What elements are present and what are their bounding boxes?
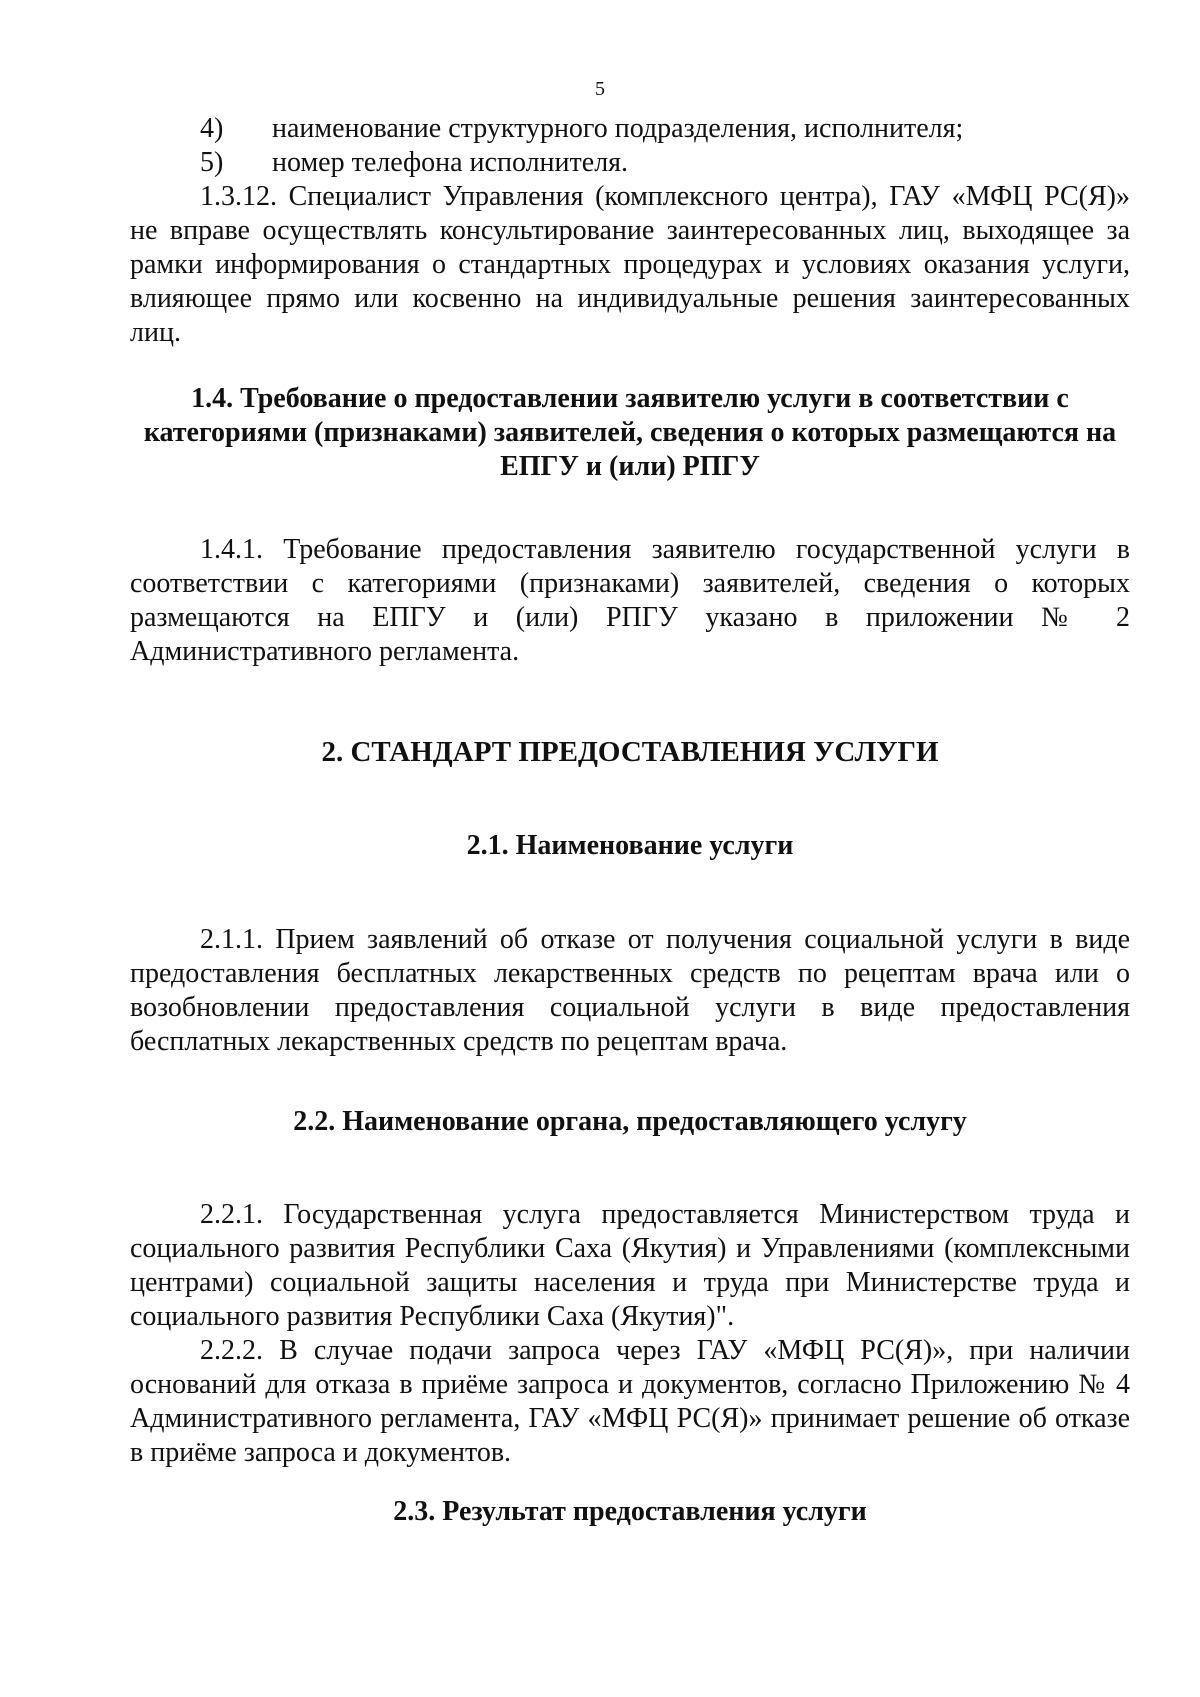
list-item-number: 5) — [200, 147, 224, 178]
paragraph-2-1-1: 2.1.1. Прием заявлений об отказе от получения социальной услуги в виде предоставления бесплатных лекарственных средств по рецептам врача или о возобновлении предоставления социальной услуги в виде предоставления бесплатных лекарственных средств по рецептам врача. — [130, 924, 1130, 1057]
paragraph-1-3-12-block — [130, 180, 1130, 350]
paragraph-2-2-1: 2.2.1. Государственная услуга предоставляется Министерством труда и социального развития Республики Саха (Якутия) и Управлениями (комплексными центрами) социальной защиты населения и труда при Министерстве труда и социального развития Республики Саха (Якутия)". — [130, 1199, 1130, 1332]
list-item-number: 4) — [200, 113, 224, 144]
list-item — [200, 112, 963, 146]
paragraph-2-1-1-block — [130, 923, 1130, 1059]
paragraph-2-2-2: 2.2.2. В случае подачи запроса через ГАУ «МФЦ РС(Я)», при наличии оснований для отказа в приёме запроса и документов, согласно Приложению № 4 Административного регламента, ГАУ «МФЦ РС(Я)» принимает решение об отказе в приёме запроса и документов. — [130, 1335, 1130, 1468]
list-item — [200, 146, 628, 180]
paragraph-1-4-1: 1.4.1. Требование предоставления заявителю государственной услуги в соответствии с категориями (признаками) заявителей, сведения о которых размещаются на ЕПГУ и (или) РПГУ указано в приложении № 2 Административного регламента. — [130, 534, 1130, 667]
list-item-text: наименование структурного подразделения, исполнителя; — [272, 113, 964, 144]
paragraph-1-3-12: 1.3.12. Специалист Управления (комплексного центра), ГАУ «МФЦ РС(Я)» не вправе осуществлять консультирование заинтересованных лиц, выходящее за рамки информирования о стандартных процедурах и условиях оказания услуги, влияющее прямо или косвенно на индивидуальные решения заинтересованных лиц. — [130, 181, 1130, 348]
paragraph-1-4-1-block — [130, 533, 1130, 669]
list-item-text: номер телефона исполнителя. — [272, 147, 629, 178]
heading-2-3: 2.3. Результат предоставления услуги — [393, 1496, 867, 1527]
heading-2-2: 2.2. Наименование органа, предоставляющего услугу — [293, 1106, 967, 1137]
heading-section-2: 2. СТАНДАРТ ПРЕДОСТАВЛЕНИЯ УСЛУГИ — [321, 736, 939, 768]
heading-2-1: 2.1. Наименование услуги — [466, 830, 794, 861]
page-number: 5 — [595, 78, 605, 100]
paragraph-2-2-block — [130, 1198, 1130, 1470]
heading-1-4: 1.4. Требование о предоставлении заявителю услуги в соответствии с категориями (признаками) заявителей, сведения о которых размещаются на ЕПГУ и (или) РПГУ — [143, 383, 1117, 482]
